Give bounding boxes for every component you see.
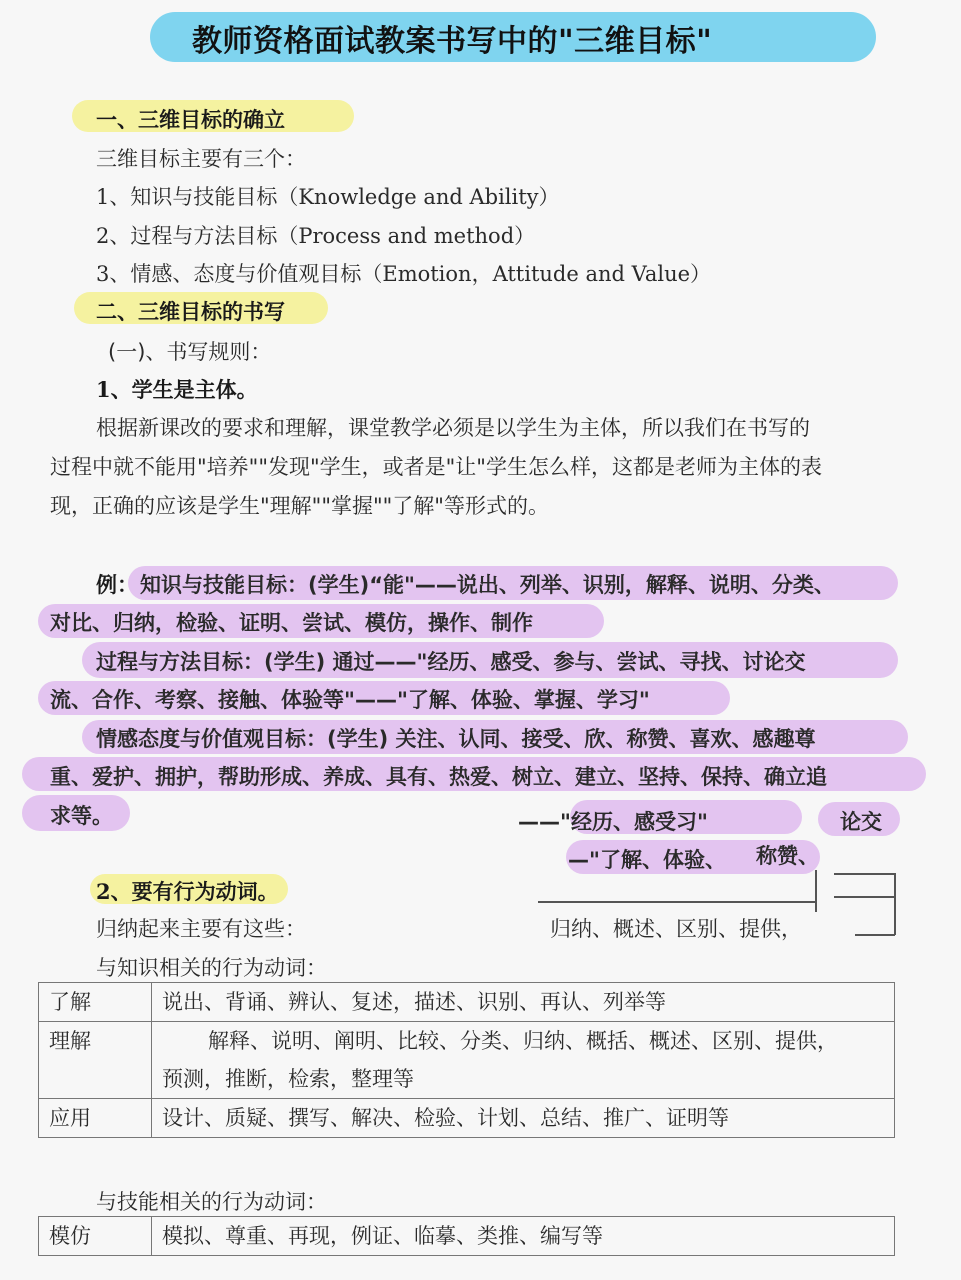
table-cell-line: 解释、说明、阐明、比较、分类、归纳、概括、概述、区别、提供，	[208, 1029, 838, 1053]
table-cell-key: 理解	[39, 1022, 152, 1099]
table-cell-value: 模拟、尊重、再现，例证、临摹、类推、编写等	[152, 1217, 895, 1256]
divider-line	[538, 901, 816, 903]
table-cell-key: 应用	[39, 1099, 152, 1138]
divider-line	[834, 873, 896, 875]
divider-line	[834, 896, 896, 898]
section1-heading: 一、三维目标的确立	[96, 108, 285, 132]
table-cell-value: 设计、质疑、撰写、解决、检验、计划、总结、推广、证明等	[152, 1099, 895, 1138]
rule1-title: 1、学生是主体。	[96, 377, 258, 402]
overlay-fragment-2-right: 称赞、	[756, 844, 819, 868]
example-line-5: 情感态度与价值观目标：(学生) 关注、认同、接受、欣、称赞、喜欢、感趣尊	[96, 727, 816, 751]
section2-heading: 二、三维目标的书写	[96, 300, 285, 324]
overlay-fragment-2: —"了解、体验、	[568, 848, 726, 872]
divider-line	[894, 873, 896, 935]
knowledge-verbs-label: 与知识相关的行为动词：	[96, 956, 327, 980]
overlay-fragment-1-right: 论交	[840, 810, 882, 834]
goal-item-1: 1、知识与技能目标（Knowledge and Ability）	[96, 185, 560, 209]
table-cell-line: 预测，推断，检索，整理等	[162, 1067, 414, 1091]
skill-verbs-label: 与技能相关的行为动词：	[96, 1190, 327, 1214]
table-row	[39, 1099, 895, 1138]
rule1-line-3: 现，正确的应该是学生"理解""掌握""了解"等形式的。	[50, 494, 549, 518]
overlay-fragment-3: 归纳、概述、区别、提供，	[550, 917, 802, 941]
knowledge-verbs-table	[38, 982, 895, 1138]
page-title: 教师资格面试教案书写中的"三维目标"	[192, 24, 713, 59]
section1-intro: 三维目标主要有三个：	[96, 147, 306, 171]
overlay-fragment-1: ——"经历、感受习"	[518, 810, 708, 834]
goal-item-2: 2、过程与方法目标（Process and method）	[96, 224, 536, 248]
example-label: 例：	[96, 573, 138, 597]
rule2-intro: 归纳起来主要有这些：	[96, 917, 306, 941]
example-line-6: 重、爱护、拥护，帮助形成、养成、具有、热爱、树立、建立、坚持、保持、确立追	[50, 765, 827, 789]
example-line-7: 求等。	[50, 804, 113, 828]
table-row	[39, 1217, 895, 1256]
rule1-line-1: 根据新课改的要求和理解，课堂教学必须是以学生为主体，所以我们在书写的	[96, 416, 810, 440]
table-row	[39, 983, 895, 1022]
table-cell-key: 了解	[39, 983, 152, 1022]
table-cell-value: 说出、背诵、辨认、复述，描述、识别、再认、列举等	[152, 983, 895, 1022]
divider-line	[815, 870, 817, 912]
rule2-title: 2、要有行为动词。	[96, 879, 279, 904]
divider-line	[855, 934, 895, 936]
table-cell-key: 模仿	[39, 1217, 152, 1256]
skill-verbs-table	[38, 1216, 895, 1256]
example-line-3: 过程与方法目标：(学生) 通过——"经历、感受、参与、尝试、寻找、讨论交	[96, 650, 806, 674]
rule1-line-2: 过程中就不能用"培养""发现"学生，或者是"让"学生怎么样，这都是老师为主体的表	[50, 455, 822, 479]
example-line-4: 流、合作、考察、接触、体验等"——"了解、体验、掌握、学习"	[50, 688, 650, 712]
example-line-2: 对比、归纳，检验、证明、尝试、模仿，操作、制作	[50, 611, 533, 635]
table-cell-value	[152, 1022, 895, 1099]
goal-item-3: 3、情感、态度与价值观目标（Emotion，Attitude and Value）	[96, 262, 712, 286]
example-line-1: 知识与技能目标：(学生)“能"——说出、列举、识别，解释、说明、分类、	[140, 573, 835, 597]
section2-subheading: (一)、书写规则：	[108, 340, 272, 364]
table-row	[39, 1022, 895, 1099]
